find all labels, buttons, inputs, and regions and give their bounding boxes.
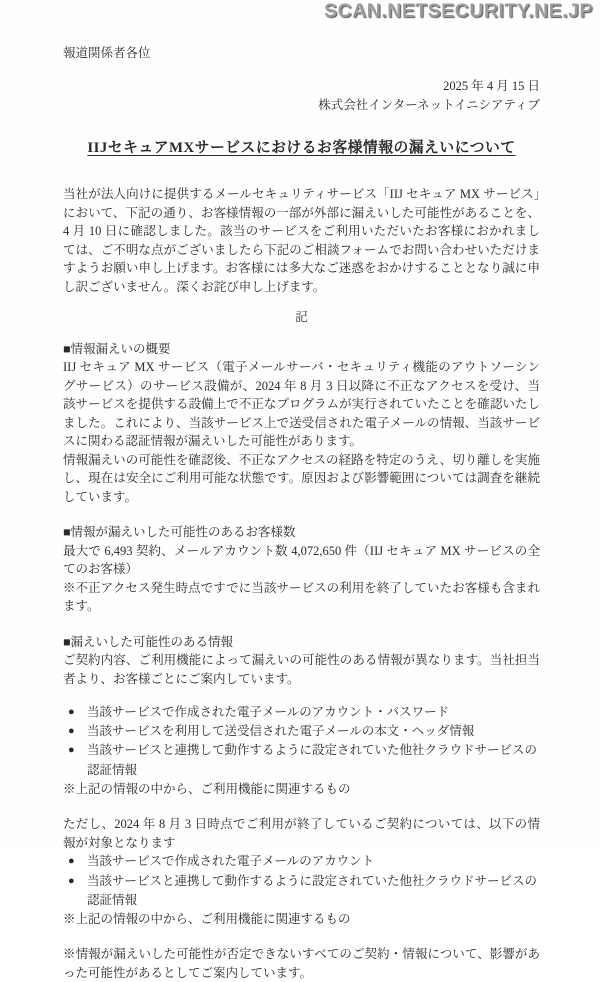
- terminated-bullet-list: [63, 852, 540, 910]
- section-affected-count: [63, 523, 540, 616]
- document-title: IIJセキュアMXサービスにおけるお客様情報の漏えいについて: [87, 139, 516, 156]
- section-overview: [63, 340, 540, 507]
- section-overview-heading: ■情報漏えいの概要: [63, 341, 171, 356]
- affected-count-line: 最大で 6,493 契約、メールアカウント数 4,072,650 件（IIJ セキュア MX サービスの全てのお客様）: [63, 543, 540, 576]
- closing-note: ※情報が漏えいした可能性が否定できないすべてのご契約・情報について、影響があった可能性があるとしてご案内しています。: [63, 947, 540, 980]
- bullet-icon: ●: [68, 725, 75, 738]
- overview-paragraph-1: IIJ セキュア MX サービス（電子メールサーバ・セキュリティ機能のアウトソーシングサービス）のサービス設備が、2024 年 8 月 3 日以降に不正なアクセスを受け、当該サービスを提供する設備上で不正なプログラムが実行されていたことを確認いたしました。これにより、当該サービス上で送受信された電子メールの情報、当該サービスに関わる認証情報が漏えいした可能性があります。: [63, 360, 540, 448]
- bullet-icon: ●: [68, 874, 75, 887]
- header-address-block: [63, 77, 540, 115]
- date-line: 2025 年 4 月 15 日: [443, 78, 540, 93]
- intro-paragraph: 当社が法人向けに提供するメールセキュリティサービス「IIJ セキュア MX サービス」において、下記の通り、お客様情報の一部が外部に漏えいした可能性があることを、4 月 10 日に確認しました。該当のサービスをご利用いただいたお客様におかれましては、ご不明な点がございましたら下記のご相談フォームでお問い合わせいただけますようお願い申し上げます。お客様には多大なご迷惑をおかけすることとなり誠に申し訳ございません。深くお詫び申し上げます。: [63, 187, 540, 294]
- affected-note: ※不正アクセス発生時点ですでに当該サービスの利用を終了していたお客様も含まれます。: [63, 580, 540, 613]
- record-mark: 記: [295, 310, 308, 324]
- terminated-note: ※上記の情報の中から、ご利用機能に関連するもの: [63, 911, 351, 926]
- watermark-text: SCAN.NETSECURITY.NE.JP: [324, 0, 593, 22]
- title-row: [63, 139, 540, 158]
- section-affected-heading: ■情報が漏えいした可能性のあるお客様数: [63, 525, 296, 539]
- bullet-text: 当該サービスで作成された電子メールのアカウント: [87, 854, 375, 869]
- section-leaked-heading: ■漏えいした可能性のある情報: [63, 634, 234, 649]
- leaked-intro: ご契約内容、ご利用機能によって漏えいの可能性のある情報が異なります。当社担当者より、お客様ごとにご案内しています。: [63, 653, 540, 686]
- list-item: [63, 703, 540, 722]
- bullet-icon: ●: [68, 744, 75, 757]
- section-leaked-info: [63, 633, 540, 799]
- list-item: [63, 872, 540, 910]
- bullet-text: 当該サービスと連携して動作するように設定されていた他社クラウドサービスの認証情報: [87, 743, 538, 777]
- section-terminated-contracts: [63, 815, 540, 928]
- list-item: [63, 741, 540, 779]
- overview-paragraph-2: 情報漏えいの可能性を確認後、不正なアクセスの経路を特定のうえ、切り離しを実施し、現在は安全にご利用可能な状態です。原因および影響範囲については調査を継続しています。: [63, 452, 540, 504]
- leaked-note: ※上記の情報の中から、ご利用機能に関連するもの: [63, 781, 351, 796]
- list-item: [63, 852, 540, 871]
- bullet-text: 当該サービスを利用して送受信された電子メールの本文・ヘッダ情報: [87, 724, 475, 739]
- list-item: [63, 722, 540, 741]
- bullet-icon: ●: [68, 855, 75, 868]
- company-name: 株式会社インターネットイニシアティブ: [318, 97, 540, 112]
- bullet-text: 当該サービスで作成された電子メールのアカウント・パスワード: [87, 705, 450, 719]
- recipient-line: 報道関係者各位: [63, 46, 151, 60]
- leaked-bullet-list: [63, 703, 540, 780]
- terminated-intro: ただし、2024 年 8 月 3 日時点でご利用が終了しているご契約については、以下の情報が対象となります: [63, 817, 540, 850]
- bullet-text: 当該サービスと連携して動作するように設定されていた他社クラウドサービスの認証情報: [87, 873, 538, 907]
- bullet-icon: ●: [68, 706, 75, 718]
